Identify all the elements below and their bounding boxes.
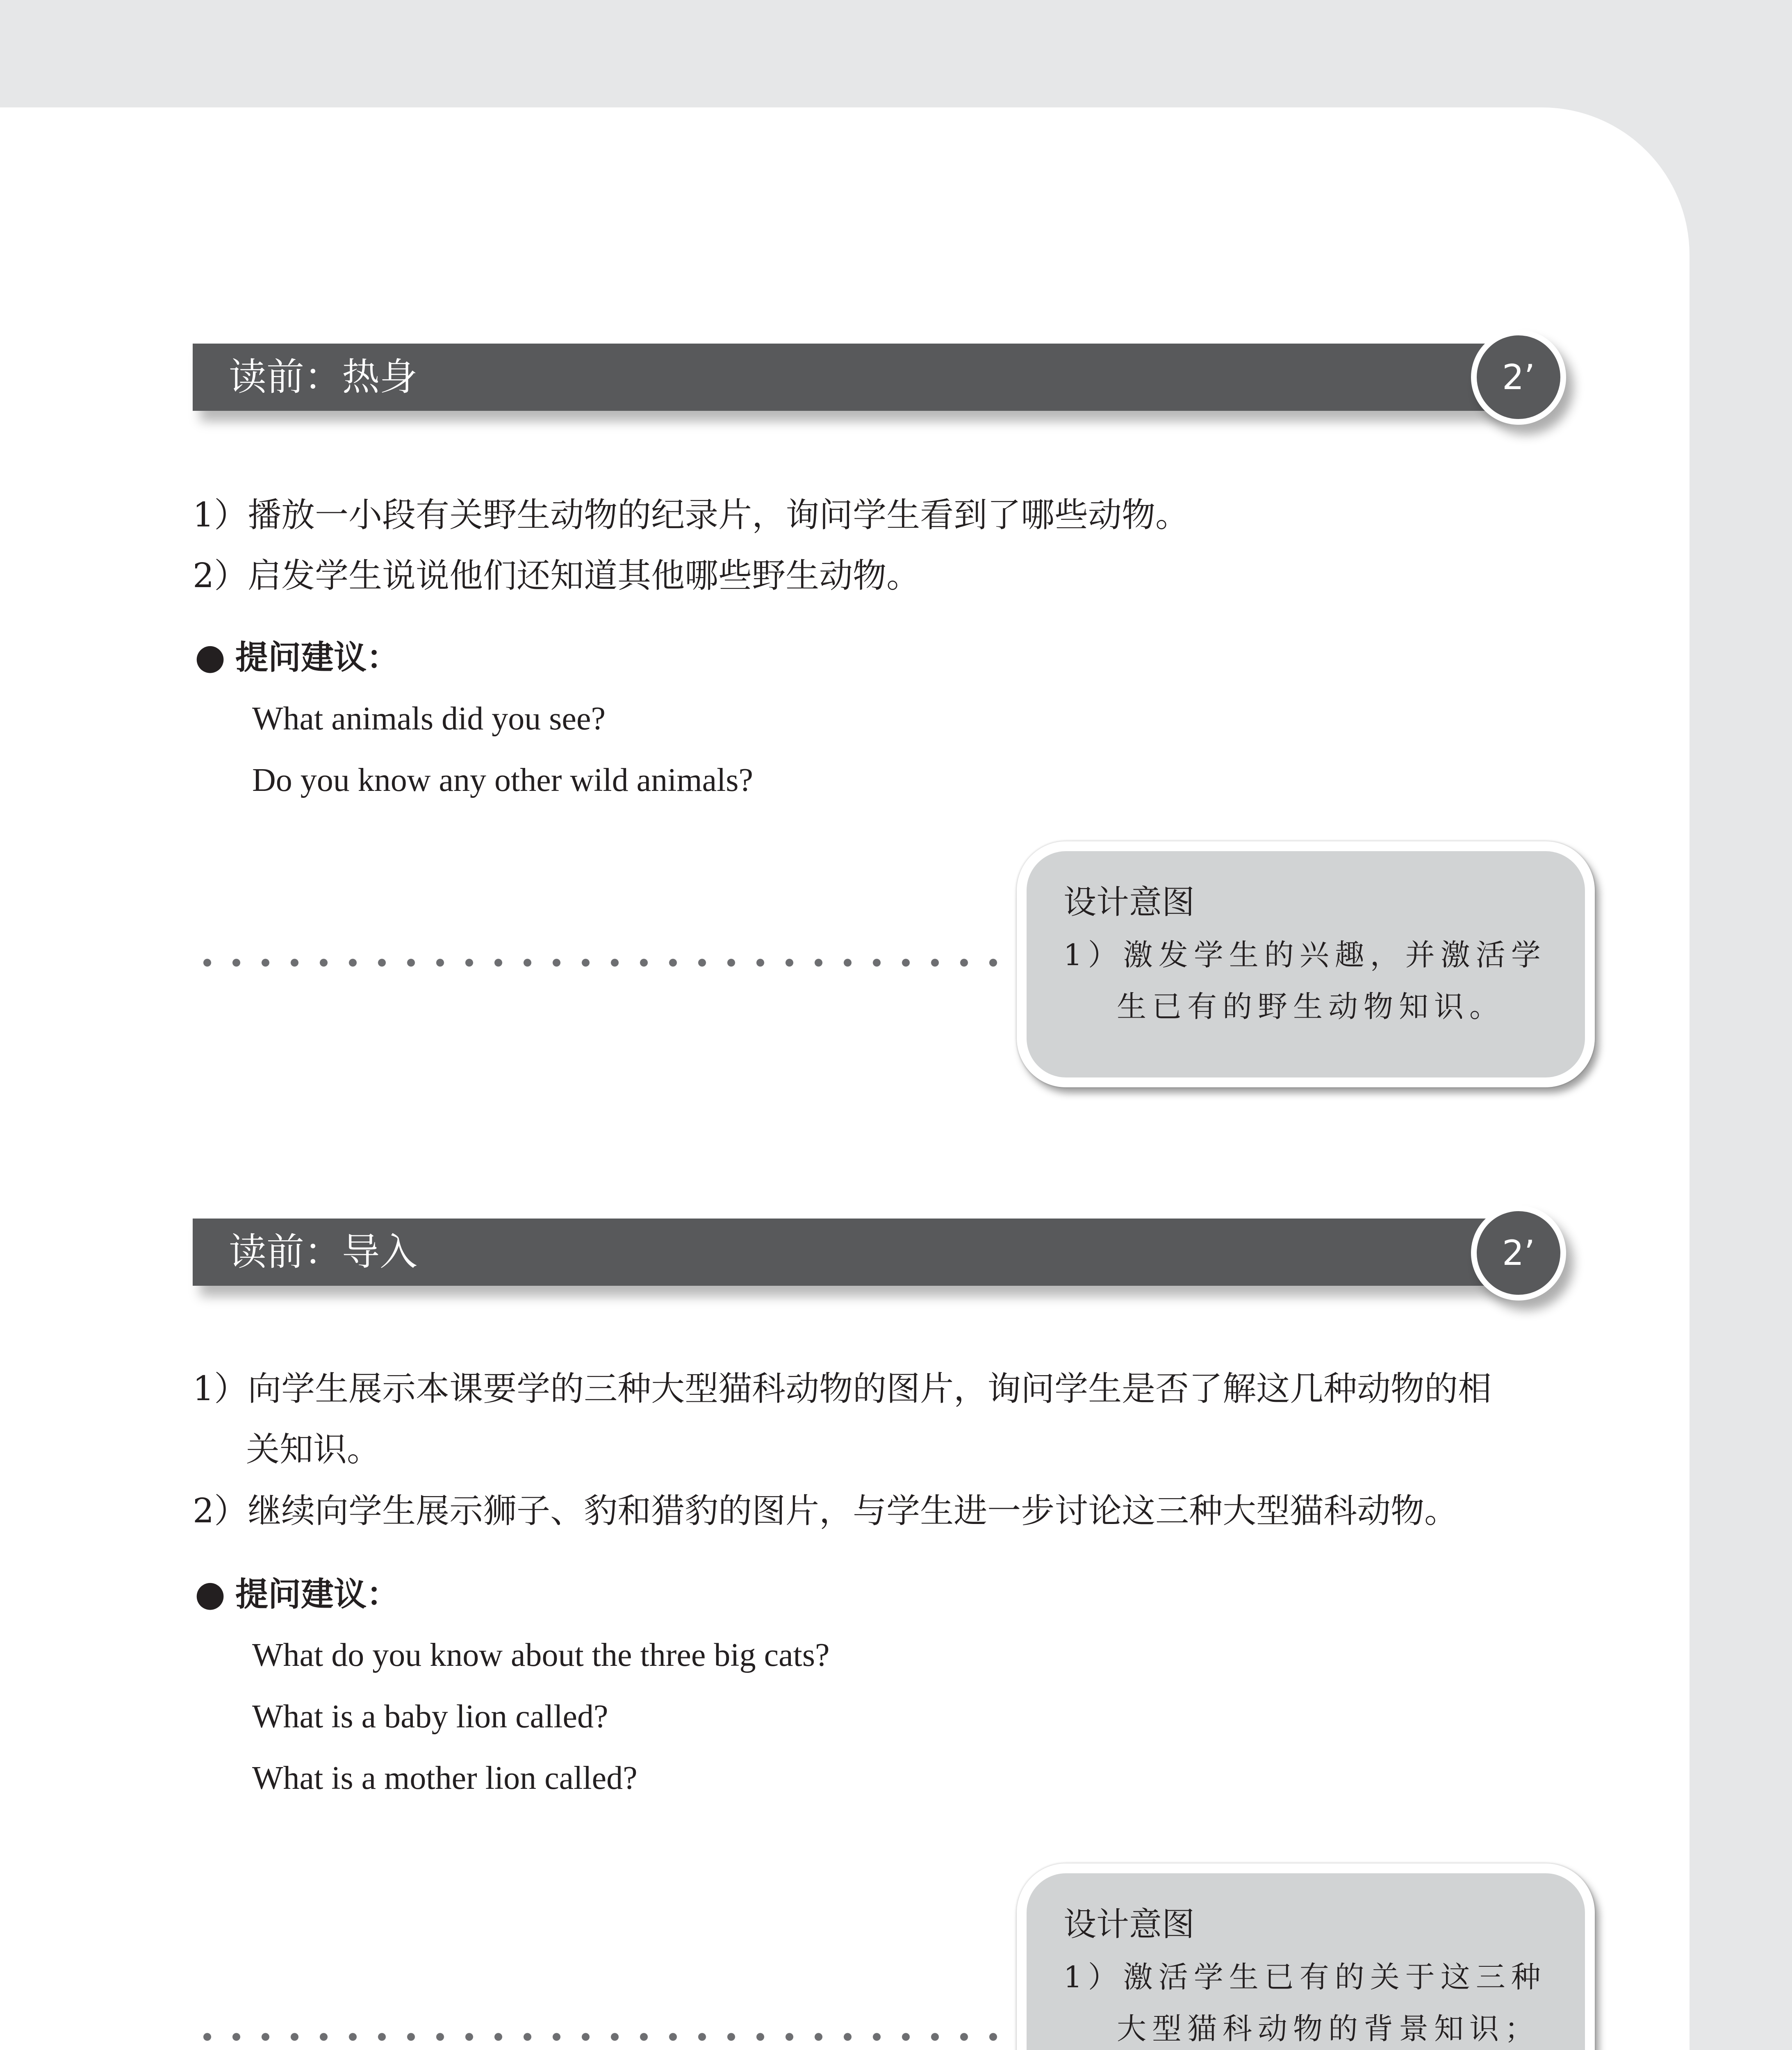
dotted-divider [193, 2033, 1017, 2041]
section-header-warmup [193, 344, 1505, 411]
design-intent-title: 设计意图 [1063, 883, 1195, 921]
question-tips-heading: ● 提问建议： [195, 636, 400, 677]
bullet-icon: ● [195, 1573, 226, 1614]
design-intent-line: 大型猫科动物的背景知识； [1117, 2011, 1540, 2046]
time-badge: 2’ [1471, 1205, 1566, 1301]
design-intent-line: 生已有的野生动物知识。 [1117, 989, 1505, 1024]
design-intent-line: 1）激发学生的兴趣，并激活学 [1063, 938, 1546, 972]
step-item: 1）播放一小段有关野生动物的纪录片，询问学生看到了哪些动物。 [193, 496, 1189, 535]
bullet-icon: ● [195, 636, 226, 677]
step-item: 2）启发学生说说他们还知道其他哪些野生动物。 [193, 556, 920, 595]
design-intent-box [1017, 841, 1595, 1087]
dotted-divider [193, 959, 1017, 967]
question-item: What animals did you see? [252, 701, 606, 737]
question-item: What is a baby lion called? [252, 1699, 608, 1735]
design-intent-line: 1）激活学生已有的关于这三种 [1063, 1960, 1546, 1994]
section-title: 读前：导入 [229, 1230, 418, 1274]
step-item: 2）继续向学生展示狮子、豹和猎豹的图片，与学生进一步讨论这三种大型猫科动物。 [193, 1492, 1458, 1531]
design-intent-title: 设计意图 [1063, 1905, 1195, 1943]
section-title: 读前：热身 [229, 355, 418, 399]
question-item: What is a mother lion called? [252, 1760, 638, 1796]
question-tips-heading: ● 提问建议： [195, 1573, 400, 1614]
design-intent-box [1017, 1863, 1595, 2050]
section-header-lead-in [193, 1219, 1505, 1286]
question-item: Do you know any other wild animals? [252, 762, 753, 798]
step-item: 1）向学生展示本课要学的三种大型猫科动物的图片，询问学生是否了解这几种动物的相 关知识。 [193, 1369, 1492, 1469]
question-item: What do you know about the three big cats? [252, 1637, 830, 1673]
time-badge: 2’ [1471, 330, 1566, 425]
